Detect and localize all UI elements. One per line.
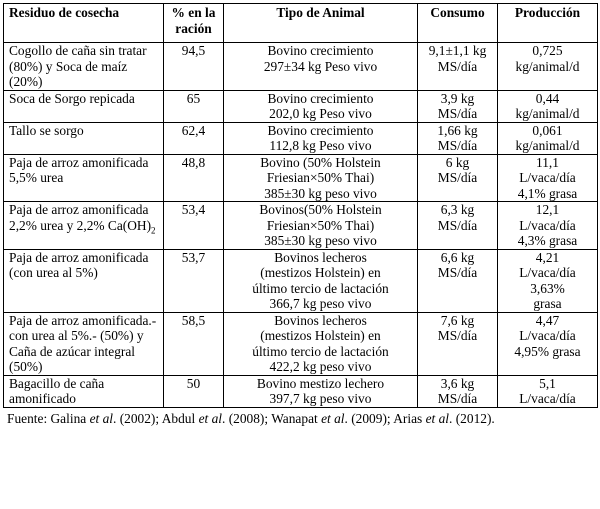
- table-row: [4, 154, 598, 202]
- cell-pct: 62,4: [164, 122, 224, 154]
- cell-animal: Bovino crecimiento 112,8 kg Peso vivo: [224, 122, 418, 154]
- cell-animal: Bovino crecimiento 202,0 kg Peso vivo: [224, 90, 418, 122]
- cell-production: 5,1 L/vaca/día: [498, 375, 598, 407]
- cell-consumption: 6 kg MS/día: [418, 154, 498, 202]
- cell-residue: Paja de arroz amonificada 5,5% urea: [4, 154, 164, 202]
- subscript: 2: [151, 225, 156, 236]
- cell-pct: 50: [164, 375, 224, 407]
- cell-pct: 53,7: [164, 249, 224, 312]
- header-residue: Residuo de cosecha: [4, 4, 164, 43]
- cell-residue: Soca de Sorgo repicada: [4, 90, 164, 122]
- table-row: [4, 249, 598, 312]
- cell-consumption: 3,6 kg MS/día: [418, 375, 498, 407]
- cell-consumption: 1,66 kg MS/día: [418, 122, 498, 154]
- cell-consumption: 6,3 kg MS/día: [418, 202, 498, 250]
- crop-residue-table: [3, 3, 598, 408]
- cell-pct: 48,8: [164, 154, 224, 202]
- table-row: [4, 43, 598, 91]
- source-text: . (2002); Abdul: [113, 410, 199, 426]
- cell-consumption: 9,1±1,1 kg MS/día: [418, 43, 498, 91]
- header-consumption: Consumo: [418, 4, 498, 43]
- cell-residue: Bagacillo de caña amonificado: [4, 375, 164, 407]
- source-note: [3, 411, 597, 427]
- cell-pct: 53,4: [164, 202, 224, 250]
- source-text: . (2012).: [449, 410, 495, 426]
- header-pct: % en la ración: [164, 4, 224, 43]
- cell-production: 4,47 L/vaca/día 4,95% grasa: [498, 312, 598, 375]
- table-row: [4, 312, 598, 375]
- cell-animal: Bovinos lecheros (mestizos Holstein) en último tercio de lactación 422,2 kg peso vivo: [224, 312, 418, 375]
- table-row: [4, 202, 598, 250]
- header-animal: Tipo de Animal: [224, 4, 418, 43]
- table-row: [4, 122, 598, 154]
- cell-pct: 65: [164, 90, 224, 122]
- cell-animal: Bovinos(50% Holstein Friesian×50% Thai) 385±30 kg peso vivo: [224, 202, 418, 250]
- cell-animal: Bovino (50% Holstein Friesian×50% Thai) 385±30 kg peso vivo: [224, 154, 418, 202]
- cell-pct: 94,5: [164, 43, 224, 91]
- cell-animal: Bovinos lecheros (mestizos Holstein) en último tercio de lactación 366,7 kg peso vivo: [224, 249, 418, 312]
- table-header-row: [4, 4, 598, 43]
- cell-production: 12,1 L/vaca/día 4,3% grasa: [498, 202, 598, 250]
- source-etal: et al: [321, 410, 345, 426]
- cell-residue-text: Paja de arroz amonificada 2,2% urea y 2,2% Ca(OH): [9, 202, 152, 233]
- document: [3, 3, 597, 427]
- table-row: [4, 90, 598, 122]
- cell-residue: [4, 202, 164, 250]
- cell-pct: 58,5: [164, 312, 224, 375]
- source-text: . (2008); Wanapat: [222, 410, 322, 426]
- cell-production: 0,061 kg/animal/d: [498, 122, 598, 154]
- source-text: . (2009); Arias: [344, 410, 426, 426]
- cell-residue: Cogollo de caña sin tratar (80%) y Soca de maíz (20%): [4, 43, 164, 91]
- cell-consumption: 6,6 kg MS/día: [418, 249, 498, 312]
- source-etal: et al: [198, 410, 222, 426]
- cell-production: 4,21 L/vaca/día 3,63% grasa: [498, 249, 598, 312]
- table-row: [4, 375, 598, 407]
- source-etal: et al: [425, 410, 450, 426]
- cell-animal: Bovino mestizo lechero 397,7 kg peso vivo: [224, 375, 418, 407]
- source-text: Fuente: Galina: [7, 410, 90, 426]
- cell-production: 11,1 L/vaca/día 4,1% grasa: [498, 154, 598, 202]
- cell-residue: Tallo se sorgo: [4, 122, 164, 154]
- cell-production: 0,725 kg/animal/d: [498, 43, 598, 91]
- cell-animal: Bovino crecimiento 297±34 kg Peso vivo: [224, 43, 418, 91]
- cell-residue: Paja de arroz amonificada (con urea al 5%): [4, 249, 164, 312]
- cell-consumption: 7,6 kg MS/día: [418, 312, 498, 375]
- header-production: Producción: [498, 4, 598, 43]
- cell-production: 0,44 kg/animal/d: [498, 90, 598, 122]
- cell-consumption: 3,9 kg MS/día: [418, 90, 498, 122]
- source-etal: et al: [89, 410, 113, 426]
- cell-residue: Paja de arroz amonificada.- con urea al 5%.- (50%) y Caña de azúcar integral (50%): [4, 312, 164, 375]
